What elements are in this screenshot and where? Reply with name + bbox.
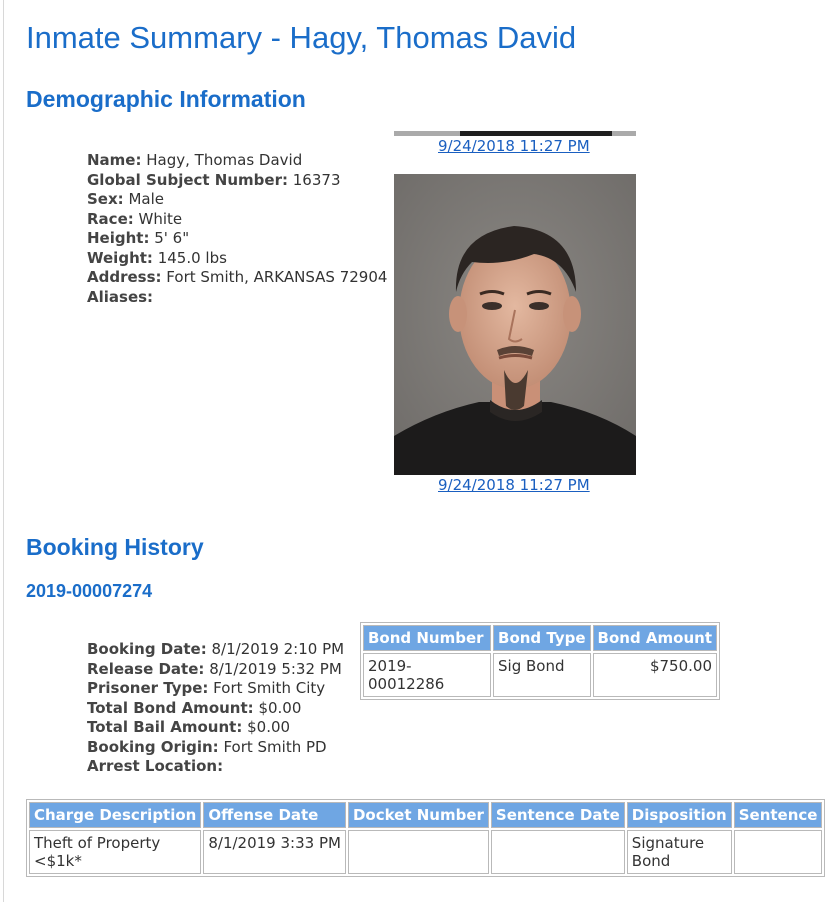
bond-table-header [363, 625, 717, 651]
table-row [363, 653, 717, 697]
mugshot-photo[interactable] [394, 174, 636, 475]
bond-amount-cell: $750.00 [593, 653, 717, 697]
table-row [29, 830, 822, 874]
booking-fields [87, 640, 344, 777]
field-prisoner-type: Prisoner Type: Fort Smith City [87, 679, 326, 697]
field-height: Height: 5' 6" [87, 229, 190, 247]
photo-date-link-2[interactable]: 9/24/2018 11:27 PM [438, 476, 590, 494]
charge-description-cell: Theft of Property <$1k* [29, 830, 201, 874]
col-bond-number[interactable]: Bond Number [363, 625, 491, 651]
field-weight: Weight: 145.0 lbs [87, 248, 227, 267]
col-sentence[interactable]: Sentence [734, 802, 823, 828]
person-photo-icon [394, 174, 636, 475]
field-sex: Sex: Male [87, 190, 164, 208]
sentence-date-cell [491, 830, 625, 874]
field-booking-date: Booking Date: 8/1/2019 2:10 PM [87, 640, 345, 658]
col-charge-description[interactable]: Charge Description [29, 802, 201, 828]
demographics-fields [87, 151, 387, 307]
col-disposition[interactable]: Disposition [627, 802, 732, 828]
disposition-cell: Signature Bond [627, 830, 732, 874]
col-bond-type[interactable]: Bond Type [493, 625, 591, 651]
page-title: Inmate Summary - Hagy, Thomas David [26, 20, 577, 55]
field-arrest-location: Arrest Location: [87, 757, 224, 775]
field-booking-origin: Booking Origin: Fort Smith PD [87, 737, 327, 756]
bond-type-cell: Sig Bond [493, 653, 591, 697]
sentence-cell [734, 830, 823, 874]
booking-history-heading: Booking History [26, 534, 204, 560]
docket-number-cell [348, 830, 489, 874]
field-aliases: Aliases: [87, 287, 154, 306]
booking-number: 2019-00007274 [26, 581, 153, 601]
field-race: Race: White [87, 209, 183, 228]
field-release-date: Release Date: 8/1/2019 5:32 PM [87, 659, 342, 678]
col-bond-amount[interactable]: Bond Amount [593, 625, 717, 651]
field-name: Name: Hagy, Thomas David [87, 151, 303, 169]
field-global-subject-number: Global Subject Number: 16373 [87, 170, 341, 189]
col-docket-number[interactable]: Docket Number [348, 802, 489, 828]
photo-date-link-1[interactable]: 9/24/2018 11:27 PM [438, 137, 590, 155]
demographics-heading: Demographic Information [26, 86, 306, 112]
field-address: Address: Fort Smith, ARKANSAS 72904 [87, 268, 388, 286]
col-sentence-date[interactable]: Sentence Date [491, 802, 625, 828]
offense-date-cell: 8/1/2019 3:33 PM [203, 830, 346, 874]
previous-photo-thumbnail[interactable] [394, 131, 636, 136]
charge-table-header [29, 802, 822, 828]
col-offense-date[interactable]: Offense Date [203, 802, 346, 828]
charge-table [26, 799, 825, 877]
field-total-bond-amount: Total Bond Amount: $0.00 [87, 698, 302, 717]
bond-number-cell: 2019-00012286 [363, 653, 491, 697]
page-left-border [3, 0, 4, 902]
bond-table [360, 622, 720, 700]
field-total-bail-amount: Total Bail Amount: $0.00 [87, 718, 291, 736]
